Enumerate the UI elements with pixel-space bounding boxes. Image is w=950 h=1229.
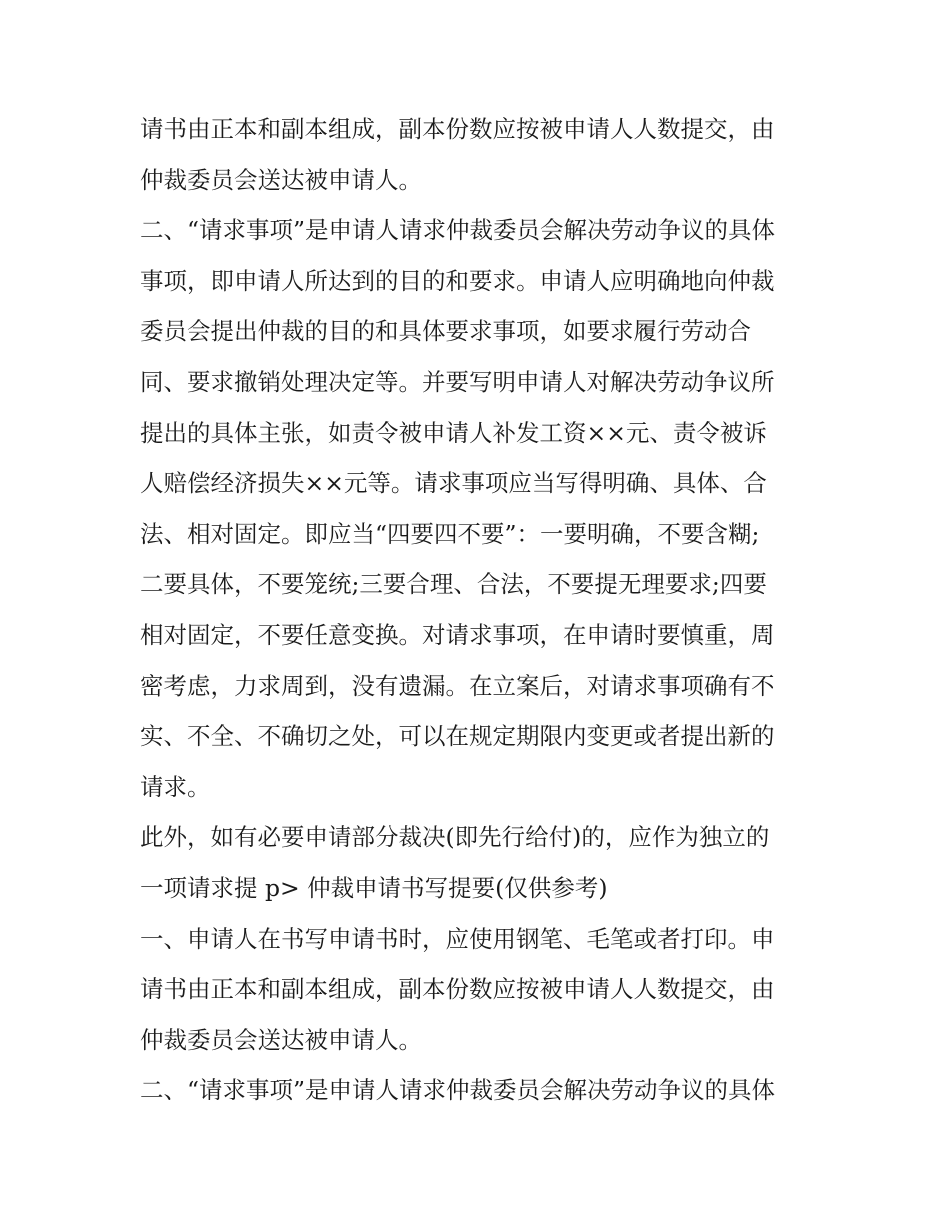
text-line: 此外，如有必要申请部分裁决(即先行给付)的，应作为独立的 — [140, 823, 770, 852]
text-line: 一、申请人在书写申请书时，应使用钢笔、毛笔或者打印。申 — [140, 924, 775, 953]
text-line: 人赔偿经济损失××元等。请求事项应当写得明确、具体、合 — [140, 469, 767, 498]
text-line: 仲裁委员会送达被申请人。 — [140, 1025, 422, 1054]
text-line: 密考虑，力求周到，没有遗漏。在立案后，对请求事项确有不 — [140, 671, 775, 700]
text-line: 委员会提出仲裁的目的和具体要求事项，如要求履行劳动合 — [140, 317, 751, 346]
text-line: 提出的具体主张，如责令被申请人补发工资××元、责令被诉 — [140, 418, 767, 447]
text-line: 请书由正本和副本组成，副本份数应按被申请人人数提交，由 — [140, 115, 775, 143]
text-line: 二、“请求事项”是申请人请求仲裁委员会解决劳动争议的具体 — [140, 1076, 776, 1105]
text-line: 同、要求撤销处理决定等。并要写明申请人对解决劳动争议所 — [140, 367, 775, 396]
text-line: 请求。 — [140, 772, 211, 801]
document-body — [140, 104, 820, 1116]
text-line: 二要具体，不要笼统;三要合理、合法，不要提无理要求;四要 — [140, 570, 767, 599]
text-line: 事项，即申请人所达到的目的和要求。申请人应明确地向仲裁 — [140, 266, 775, 295]
text-line: 一项请求提 p> 仲裁申请书写提要(仅供参考) — [140, 873, 608, 902]
text-line: 相对固定，不要任意变换。对请求事项，在申请时要慎重，周 — [140, 620, 775, 649]
text-line: 法、相对固定。即应当“四要四不要”：一要明确，不要含糊; — [140, 519, 760, 548]
text-line: 请书由正本和副本组成，副本份数应按被申请人人数提交，由 — [140, 975, 775, 1004]
text-line: 仲裁委员会送达被申请人。 — [140, 165, 422, 194]
text-line: 二、“请求事项”是申请人请求仲裁委员会解决劳动争议的具体 — [140, 216, 776, 245]
text-line: 实、不全、不确切之处，可以在规定期限内变更或者提出新的 — [140, 722, 775, 751]
